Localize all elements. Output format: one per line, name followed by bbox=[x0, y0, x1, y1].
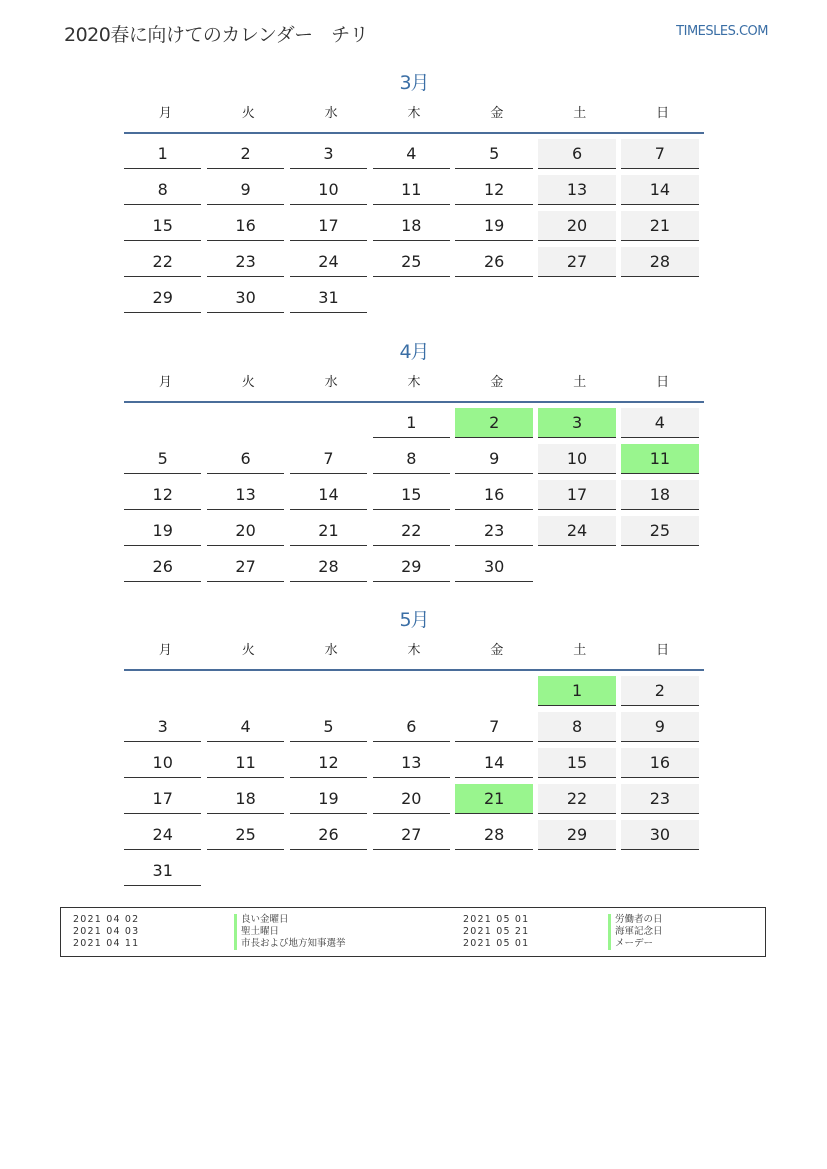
day-cell[interactable]: 12 bbox=[124, 480, 201, 510]
holiday-day-cell[interactable]: 11 bbox=[621, 444, 698, 474]
day-cell[interactable]: 9 bbox=[621, 712, 698, 742]
weekday-label: 金 bbox=[490, 643, 504, 658]
month-april bbox=[124, 339, 704, 583]
day-cell[interactable]: 26 bbox=[124, 552, 201, 582]
day-cell[interactable]: 30 bbox=[207, 283, 284, 313]
weekday-label: 木 bbox=[407, 643, 421, 658]
week-row bbox=[124, 439, 704, 475]
weekday-label: 火 bbox=[241, 375, 255, 390]
weekday-label: 土 bbox=[573, 643, 587, 658]
day-cell[interactable]: 11 bbox=[207, 748, 284, 778]
week-row bbox=[124, 403, 704, 439]
day-cell[interactable]: 20 bbox=[207, 516, 284, 546]
weekday-label: 日 bbox=[656, 375, 670, 390]
week-row bbox=[124, 815, 704, 851]
holiday-day-cell[interactable]: 3 bbox=[538, 408, 615, 438]
empty-day-cell bbox=[124, 408, 201, 438]
weekday-label: 日 bbox=[656, 643, 670, 658]
weekday-label: 月 bbox=[158, 375, 172, 390]
day-cell[interactable]: 11 bbox=[373, 175, 450, 205]
day-cell[interactable]: 25 bbox=[373, 247, 450, 277]
holiday-date: 2021 04 02 bbox=[73, 914, 140, 925]
empty-day-cell bbox=[290, 676, 367, 706]
empty-day-cell bbox=[373, 676, 450, 706]
holiday-legend bbox=[60, 907, 766, 957]
month-title: 3月 bbox=[399, 72, 429, 94]
day-cell[interactable]: 30 bbox=[455, 552, 532, 582]
day-cell[interactable]: 5 bbox=[455, 139, 532, 169]
holiday-name: 海軍記念日 bbox=[608, 926, 663, 938]
day-cell[interactable]: 25 bbox=[207, 820, 284, 850]
empty-day-cell bbox=[124, 676, 201, 706]
holiday-date: 2021 05 01 bbox=[463, 914, 530, 925]
brand-logo[interactable]: TIMESLES.COM bbox=[676, 24, 768, 39]
week-row bbox=[124, 707, 704, 743]
day-cell[interactable]: 20 bbox=[373, 784, 450, 814]
holiday-name: 聖土曜日 bbox=[234, 926, 279, 938]
day-cell[interactable]: 3 bbox=[290, 139, 367, 169]
day-cell[interactable]: 14 bbox=[455, 748, 532, 778]
holiday-name: 良い金曜日 bbox=[234, 914, 289, 926]
weekday-label: 日 bbox=[656, 106, 670, 121]
day-cell[interactable]: 10 bbox=[290, 175, 367, 205]
week-row bbox=[124, 206, 704, 242]
weekday-label: 月 bbox=[158, 643, 172, 658]
day-cell[interactable]: 4 bbox=[207, 712, 284, 742]
day-cell[interactable]: 21 bbox=[621, 211, 698, 241]
day-cell[interactable]: 19 bbox=[124, 516, 201, 546]
week-row bbox=[124, 475, 704, 511]
empty-day-cell bbox=[538, 283, 615, 313]
weekday-label: 水 bbox=[324, 643, 338, 658]
day-cell[interactable]: 17 bbox=[538, 480, 615, 510]
weekday-label: 月 bbox=[158, 106, 172, 121]
day-cell[interactable]: 18 bbox=[373, 211, 450, 241]
day-cell[interactable]: 21 bbox=[290, 516, 367, 546]
day-cell[interactable]: 12 bbox=[290, 748, 367, 778]
day-cell[interactable]: 7 bbox=[455, 712, 532, 742]
day-cell[interactable]: 6 bbox=[538, 139, 615, 169]
day-cell[interactable]: 29 bbox=[538, 820, 615, 850]
weekday-label: 火 bbox=[241, 643, 255, 658]
day-cell[interactable]: 1 bbox=[124, 139, 201, 169]
day-cell[interactable]: 14 bbox=[290, 480, 367, 510]
day-cell[interactable]: 18 bbox=[621, 480, 698, 510]
holiday-day-cell[interactable]: 21 bbox=[455, 784, 532, 814]
empty-day-cell bbox=[621, 552, 698, 582]
day-cell[interactable]: 23 bbox=[621, 784, 698, 814]
weekday-header bbox=[124, 633, 704, 671]
day-grid bbox=[124, 134, 704, 314]
week-row bbox=[124, 547, 704, 583]
week-row bbox=[124, 743, 704, 779]
day-cell[interactable]: 24 bbox=[124, 820, 201, 850]
empty-day-cell bbox=[207, 408, 284, 438]
week-row bbox=[124, 278, 704, 314]
day-cell[interactable]: 13 bbox=[207, 480, 284, 510]
day-cell[interactable]: 7 bbox=[290, 444, 367, 474]
day-cell[interactable]: 23 bbox=[455, 516, 532, 546]
day-cell[interactable]: 5 bbox=[290, 712, 367, 742]
day-cell[interactable]: 31 bbox=[124, 856, 201, 886]
day-cell[interactable]: 4 bbox=[373, 139, 450, 169]
week-row bbox=[124, 242, 704, 278]
week-row bbox=[124, 134, 704, 170]
empty-day-cell bbox=[290, 856, 367, 886]
week-row bbox=[124, 170, 704, 206]
holiday-name: 市長および地方知事選挙 bbox=[234, 938, 346, 950]
empty-day-cell bbox=[373, 856, 450, 886]
day-cell[interactable]: 28 bbox=[290, 552, 367, 582]
empty-day-cell bbox=[455, 283, 532, 313]
day-cell[interactable]: 4 bbox=[621, 408, 698, 438]
weekday-label: 木 bbox=[407, 375, 421, 390]
weekday-label: 土 bbox=[573, 375, 587, 390]
empty-day-cell bbox=[373, 283, 450, 313]
day-cell[interactable]: 6 bbox=[373, 712, 450, 742]
day-cell[interactable]: 29 bbox=[373, 552, 450, 582]
day-cell[interactable]: 19 bbox=[455, 211, 532, 241]
empty-day-cell bbox=[455, 856, 532, 886]
day-cell[interactable]: 2 bbox=[207, 139, 284, 169]
week-row bbox=[124, 779, 704, 815]
holiday-date: 2021 04 11 bbox=[73, 938, 140, 949]
day-cell[interactable]: 9 bbox=[207, 175, 284, 205]
month-title: 4月 bbox=[399, 341, 429, 363]
holiday-day-cell[interactable]: 1 bbox=[538, 676, 615, 706]
day-cell[interactable]: 27 bbox=[373, 820, 450, 850]
day-cell[interactable]: 17 bbox=[124, 784, 201, 814]
day-cell[interactable]: 27 bbox=[207, 552, 284, 582]
day-cell[interactable]: 13 bbox=[373, 748, 450, 778]
weekday-label: 木 bbox=[407, 106, 421, 121]
day-cell[interactable]: 19 bbox=[290, 784, 367, 814]
day-cell[interactable]: 20 bbox=[538, 211, 615, 241]
day-cell[interactable]: 22 bbox=[538, 784, 615, 814]
day-cell[interactable]: 13 bbox=[538, 175, 615, 205]
day-cell[interactable]: 10 bbox=[124, 748, 201, 778]
holiday-day-cell[interactable]: 2 bbox=[455, 408, 532, 438]
holiday-name: メーデー bbox=[608, 938, 653, 950]
empty-day-cell bbox=[455, 676, 532, 706]
day-cell[interactable]: 30 bbox=[621, 820, 698, 850]
day-cell[interactable]: 16 bbox=[207, 211, 284, 241]
day-cell[interactable]: 22 bbox=[373, 516, 450, 546]
day-cell[interactable]: 24 bbox=[290, 247, 367, 277]
month-title: 5月 bbox=[399, 609, 429, 631]
day-cell[interactable]: 15 bbox=[124, 211, 201, 241]
empty-day-cell bbox=[621, 283, 698, 313]
day-cell[interactable]: 22 bbox=[124, 247, 201, 277]
weekday-label: 金 bbox=[490, 106, 504, 121]
day-cell[interactable]: 8 bbox=[373, 444, 450, 474]
day-cell[interactable]: 9 bbox=[455, 444, 532, 474]
holiday-date: 2021 04 03 bbox=[73, 926, 140, 937]
day-cell[interactable]: 6 bbox=[207, 444, 284, 474]
holiday-name: 労働者の日 bbox=[608, 914, 663, 926]
day-cell[interactable]: 17 bbox=[290, 211, 367, 241]
weekday-label: 土 bbox=[573, 106, 587, 121]
day-cell[interactable]: 8 bbox=[538, 712, 615, 742]
day-cell[interactable]: 12 bbox=[455, 175, 532, 205]
day-cell[interactable]: 26 bbox=[290, 820, 367, 850]
empty-day-cell bbox=[538, 552, 615, 582]
empty-day-cell bbox=[290, 408, 367, 438]
day-cell[interactable]: 24 bbox=[538, 516, 615, 546]
day-cell[interactable]: 25 bbox=[621, 516, 698, 546]
empty-day-cell bbox=[621, 856, 698, 886]
day-cell[interactable]: 16 bbox=[455, 480, 532, 510]
month-may bbox=[124, 607, 704, 887]
day-cell[interactable]: 31 bbox=[290, 283, 367, 313]
day-cell[interactable]: 2 bbox=[621, 676, 698, 706]
holiday-date: 2021 05 01 bbox=[463, 938, 530, 949]
week-row bbox=[124, 851, 704, 887]
weekday-label: 火 bbox=[241, 106, 255, 121]
weekday-header bbox=[124, 96, 704, 134]
month-march bbox=[124, 70, 704, 314]
empty-day-cell bbox=[207, 676, 284, 706]
day-cell[interactable]: 16 bbox=[621, 748, 698, 778]
day-grid bbox=[124, 403, 704, 583]
week-row bbox=[124, 671, 704, 707]
holiday-date: 2021 05 21 bbox=[463, 926, 530, 937]
day-grid bbox=[124, 671, 704, 887]
day-cell[interactable]: 18 bbox=[207, 784, 284, 814]
day-cell[interactable]: 29 bbox=[124, 283, 201, 313]
day-cell[interactable]: 15 bbox=[373, 480, 450, 510]
day-cell[interactable]: 5 bbox=[124, 444, 201, 474]
weekday-label: 金 bbox=[490, 375, 504, 390]
day-cell[interactable]: 10 bbox=[538, 444, 615, 474]
empty-day-cell bbox=[207, 856, 284, 886]
day-cell[interactable]: 27 bbox=[538, 247, 615, 277]
day-cell[interactable]: 14 bbox=[621, 175, 698, 205]
day-cell[interactable]: 23 bbox=[207, 247, 284, 277]
weekday-label: 水 bbox=[324, 375, 338, 390]
weekday-header bbox=[124, 365, 704, 403]
page-title: 2020春に向けてのカレンダー チリ bbox=[64, 24, 369, 46]
day-cell[interactable]: 28 bbox=[455, 820, 532, 850]
day-cell[interactable]: 28 bbox=[621, 247, 698, 277]
day-cell[interactable]: 15 bbox=[538, 748, 615, 778]
day-cell[interactable]: 7 bbox=[621, 139, 698, 169]
day-cell[interactable]: 26 bbox=[455, 247, 532, 277]
day-cell[interactable]: 8 bbox=[124, 175, 201, 205]
weekday-label: 水 bbox=[324, 106, 338, 121]
day-cell[interactable]: 1 bbox=[373, 408, 450, 438]
day-cell[interactable]: 3 bbox=[124, 712, 201, 742]
empty-day-cell bbox=[538, 856, 615, 886]
week-row bbox=[124, 511, 704, 547]
